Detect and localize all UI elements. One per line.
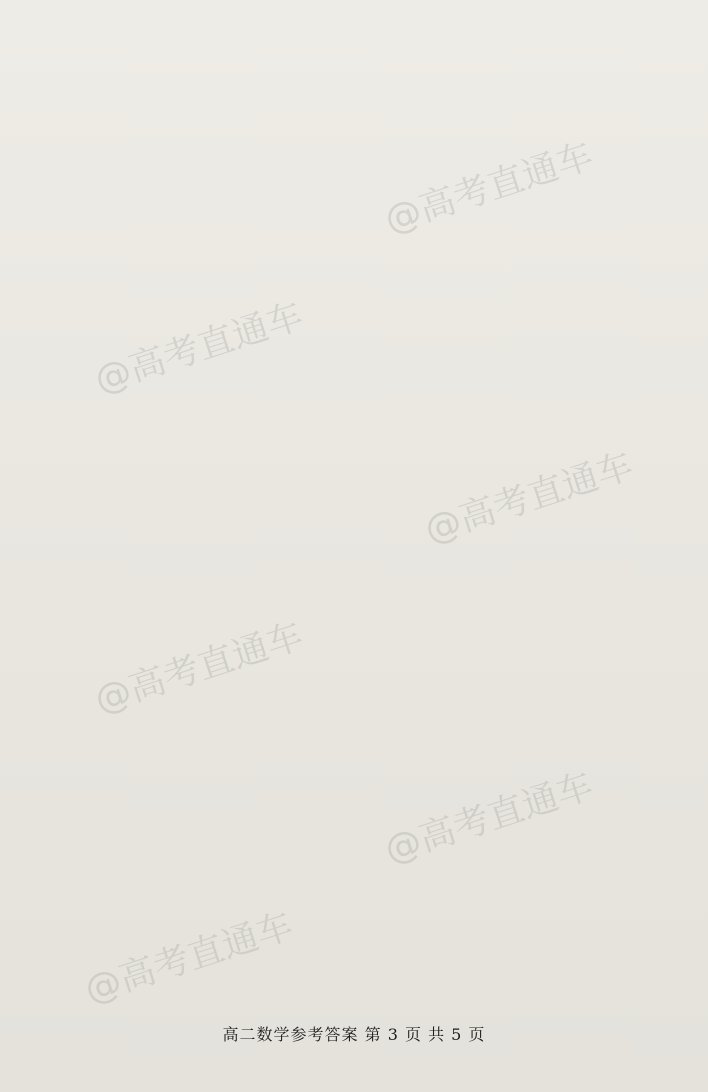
watermark-1: @高考直通车 <box>379 135 598 242</box>
page-footer: 高二数学参考答案 第 3 页 共 5 页 <box>222 1025 486 1044</box>
watermark-5: @高考直通车 <box>379 765 598 872</box>
watermark-4: @高考直通车 <box>89 615 308 722</box>
watermark-2: @高考直通车 <box>89 295 308 402</box>
watermark-3: @高考直通车 <box>419 445 638 552</box>
watermark-6: @高考直通车 <box>79 905 298 1012</box>
